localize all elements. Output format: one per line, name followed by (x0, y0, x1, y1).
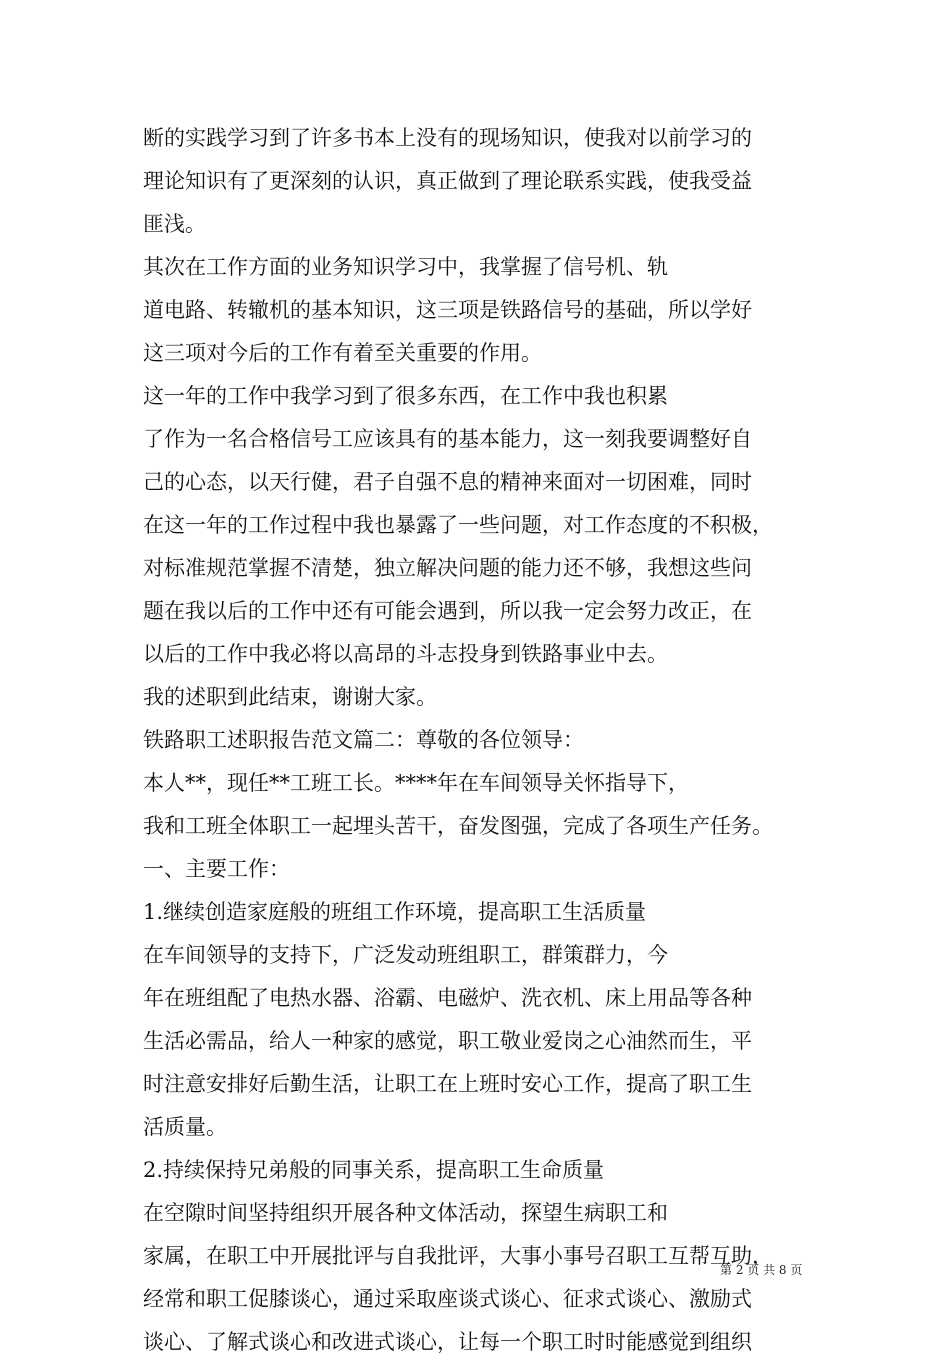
text-line: 己的心态，以天行健，君子自强不息的精神来面对一切困难，同时 (143, 470, 752, 494)
text-line: 题在我以后的工作中还有可能会遇到，所以我一定会努力改正，在 (143, 599, 752, 623)
text-line: 这三项对今后的工作有着至关重要的作用。 (143, 341, 542, 365)
text-line: 生活必需品，给人一种家的感觉，职工敬业爱岗之心油然而生，平 (143, 1029, 752, 1053)
text-line: 本人**，现任**工班工长。****年在车间领导关怀指导下， (143, 771, 689, 795)
text-line: 年在班组配了电热水器、浴霸、电磁炉、洗衣机、床上用品等各种 (143, 986, 752, 1010)
text-line: 以后的工作中我必将以高昂的斗志投身到铁路事业中去。 (143, 642, 668, 666)
text-line: 我和工班全体职工一起埋头苦干，奋发图强，完成了各项生产任务。 (143, 814, 773, 838)
text-line: 时注意安排好后勤生活，让职工在上班时安心工作，提高了职工生 (143, 1072, 752, 1096)
subsection-heading: 1.继续创造家庭般的班组工作环境，提高职工生活质量 (143, 900, 647, 924)
text-line: 断的实践学习到了许多书本上没有的现场知识，使我对以前学习的 (143, 126, 752, 150)
text-line: 理论知识有了更深刻的认识，真正做到了理论联系实践，使我受益 (143, 169, 752, 193)
text-line: 经常和职工促膝谈心，通过采取座谈式谈心、征求式谈心、激励式 (143, 1287, 752, 1311)
text-line: 其次在工作方面的业务知识学习中，我掌握了信号机、轨 (143, 255, 668, 279)
section-heading: 一、主要工作： (143, 857, 290, 881)
text-line: 了作为一名合格信号工应该具有的基本能力，这一刻我要调整好自 (143, 427, 752, 451)
text-line: 活质量。 (143, 1115, 227, 1139)
text-line: 这一年的工作中我学习到了很多东西，在工作中我也积累 (143, 384, 668, 408)
text-line: 在空隙时间坚持组织开展各种文体活动，探望生病职工和 (143, 1201, 668, 1225)
text-line: 道电路、转辙机的基本知识，这三项是铁路信号的基础，所以学好 (143, 298, 752, 322)
subsection-heading: 2.持续保持兄弟般的同事关系，提高职工生命质量 (143, 1158, 605, 1182)
text-line: 在车间领导的支持下，广泛发动班组职工，群策群力，今 (143, 943, 668, 967)
text-line: 家属，在职工中开展批评与自我批评，大事小事号召职工互帮互助， (143, 1244, 773, 1268)
text-line: 我的述职到此结束，谢谢大家。 (143, 685, 437, 709)
text-line: 在这一年的工作过程中我也暴露了一些问题，对工作态度的不积极， (143, 513, 773, 537)
text-line: 对标准规范掌握不清楚，独立解决问题的能力还不够，我想这些问 (143, 556, 752, 580)
page-number-footer: 第 2 页 共 8 页 (720, 1263, 803, 1277)
text-line: 匪浅。 (143, 212, 206, 236)
text-line: 铁路职工述职报告范文篇二：尊敬的各位领导： (143, 728, 584, 752)
text-line: 谈心、了解式谈心和改进式谈心，让每一个职工时时能感觉到组织 (143, 1330, 752, 1354)
document-body (143, 117, 808, 1364)
